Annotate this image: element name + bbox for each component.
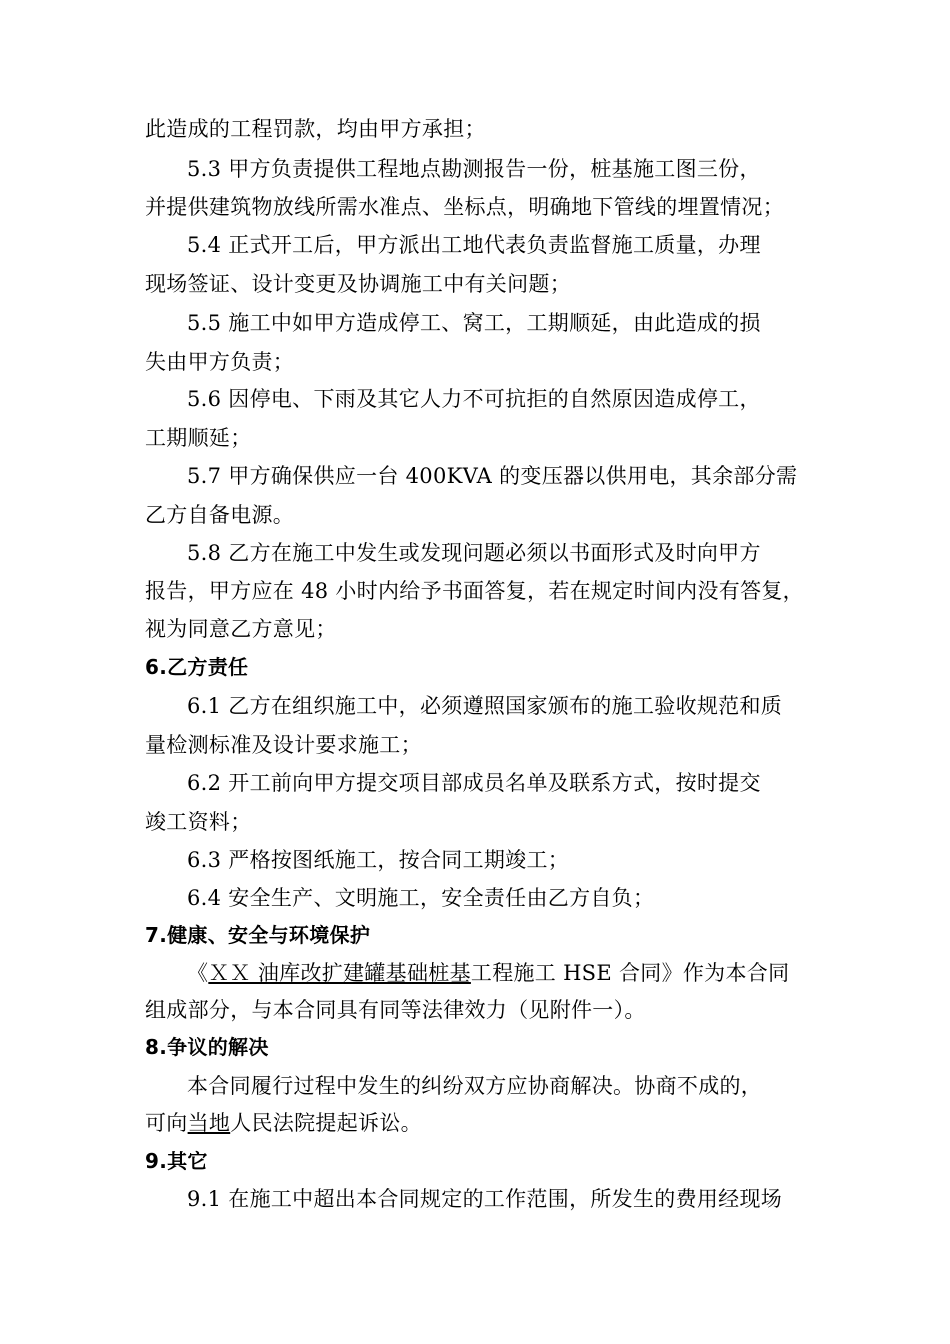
paragraph-line: 此造成的工程罚款，均由甲方承担； <box>145 117 486 141</box>
clause-6-3: 6.3 严格按图纸施工，按合同工期竣工； <box>187 848 570 872</box>
hse-suffix: 工程施工 HSE 合同》作为本合同 <box>470 961 790 985</box>
clause-9-1: 9.1 在施工中超出本合同规定的工作范围，所发生的费用经现场 <box>187 1187 783 1211</box>
clause-5-6: 5.6 因停电、下雨及其它人力不可抗拒的自然原因造成停工， <box>187 387 761 411</box>
underlined-local: 当地 <box>187 1111 231 1135</box>
clause-6-1: 6.1 乙方在组织施工中，必须遵照国家颁布的施工验收规范和质 <box>187 694 783 718</box>
paragraph-line: 报告，甲方应在 48 小时内给予书面答复，若在规定时间内没有答复， <box>145 579 804 603</box>
clause-5-5: 5.5 施工中如甲方造成停工、窝工，工期顺延，由此造成的损 <box>187 311 761 335</box>
paragraph-line: 工期顺延； <box>145 426 252 450</box>
section-heading-8: 8.争议的解决 <box>145 1035 269 1059</box>
court-suffix: 人民法院提起诉讼。 <box>230 1111 422 1135</box>
clause-5-4: 5.4 正式开工后，甲方派出工地代表负责监督施工质量，办理 <box>187 233 761 257</box>
hse-prefix: 《 <box>187 961 209 985</box>
dispute-paragraph: 本合同履行过程中发生的纠纷双方应协商解决。协商不成的， <box>187 1074 763 1098</box>
court-line <box>145 1111 422 1135</box>
paragraph-line: 竣工资料； <box>145 810 252 834</box>
section-heading-7: 7.健康、安全与环境保护 <box>145 923 371 947</box>
court-prefix: 可向 <box>145 1111 188 1135</box>
paragraph-line: 并提供建筑物放线所需水准点、坐标点，明确地下管线的埋置情况； <box>145 195 784 219</box>
clause-5-7: 5.7 甲方确保供应一台 400KVA 的变压器以供用电，其余部分需 <box>187 464 798 488</box>
section-heading-6: 6.乙方责任 <box>145 655 249 679</box>
clause-5-8: 5.8 乙方在施工中发生或发现问题必须以书面形式及时向甲方 <box>187 541 761 565</box>
clause-6-2: 6.2 开工前向甲方提交项目部成员名单及联系方式，按时提交 <box>187 771 761 795</box>
paragraph-line: 量检测标准及设计要求施工； <box>145 733 422 757</box>
underlined-project-name: ＸＸ 油库改扩建罐基础桩基 <box>208 961 471 985</box>
clause-6-4: 6.4 安全生产、文明施工，安全责任由乙方自负； <box>187 886 655 910</box>
paragraph-line: 现场签证、设计变更及协调施工中有关问题； <box>145 272 571 296</box>
paragraph-line: 失由甲方负责； <box>145 350 295 374</box>
paragraph-line: 组成部分，与本合同具有同等法律效力（见附件一）。 <box>145 998 646 1022</box>
paragraph-line: 视为同意乙方意见； <box>145 617 337 641</box>
clause-5-3: 5.3 甲方负责提供工程地点勘测报告一份，桩基施工图三份， <box>187 157 761 181</box>
paragraph-line: 乙方自备电源。 <box>145 503 295 527</box>
hse-contract-line <box>187 961 789 985</box>
section-heading-9: 9.其它 <box>145 1149 208 1173</box>
